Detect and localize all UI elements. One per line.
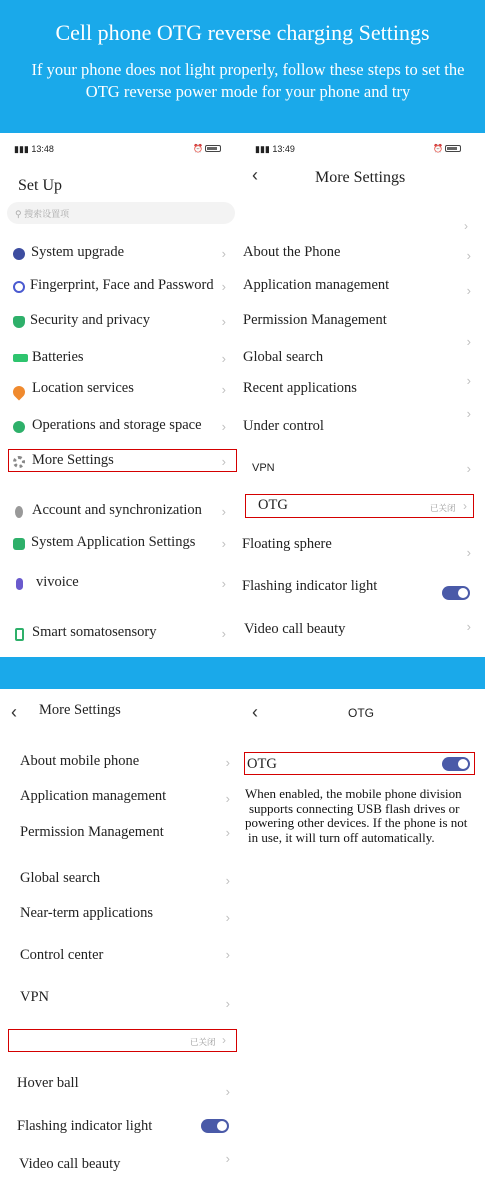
description-line: supports connecting USB flash drives or	[249, 800, 460, 816]
item-label: VPN	[20, 989, 50, 1005]
chevron-right-icon: ›	[221, 504, 226, 519]
chevron-right-icon: ›	[225, 791, 230, 806]
flashing-light-toggle[interactable]	[442, 586, 470, 600]
chevron-right-icon: ›	[225, 910, 230, 925]
more-item-about-phone[interactable]	[240, 241, 485, 265]
upgrade-icon	[13, 248, 25, 260]
description-line: When enabled, the mobile phone division	[245, 786, 462, 801]
more-item-app-management[interactable]	[240, 274, 485, 298]
search-placeholder: 搜索设置项	[24, 209, 70, 219]
page-title: Set Up	[18, 177, 62, 194]
more-item-global-search[interactable]	[0, 867, 240, 891]
chevron-right-icon: ›	[221, 314, 226, 329]
item-label: Hover ball	[17, 1075, 79, 1091]
item-label: Global search	[243, 349, 324, 365]
more-item-vpn[interactable]	[240, 459, 485, 483]
settings-item-fingerprint[interactable]	[0, 274, 240, 298]
item-label: Application management	[243, 277, 390, 293]
fingerprint-icon	[13, 281, 25, 293]
status-bar-right	[433, 144, 461, 153]
chevron-right-icon: ›	[221, 576, 226, 591]
otg-description	[245, 787, 480, 845]
banner-subtitle: If your phone does not light properly, follow these steps to set the OTG reverse power mode for your phone and try	[31, 60, 465, 101]
item-label: Under control	[243, 418, 324, 434]
chevron-right-icon: ›	[225, 825, 230, 840]
phone-icon	[15, 628, 24, 641]
item-label: Control center	[20, 947, 104, 963]
item-label: Batteries	[32, 349, 84, 365]
chevron-right-icon: ›	[225, 996, 230, 1011]
chevron-right-icon: ›	[225, 873, 230, 888]
item-label: Global search	[20, 870, 101, 886]
battery-status-icon	[205, 145, 221, 152]
more-item-control-center[interactable]	[0, 944, 240, 968]
more-settings-screen	[240, 133, 485, 657]
shield-icon	[13, 316, 25, 328]
settings-item-system-apps[interactable]	[0, 531, 240, 555]
more-item-vpn[interactable]	[0, 986, 240, 1010]
chevron-right-icon: ›	[466, 619, 471, 634]
chevron-right-icon: ›	[466, 461, 471, 476]
item-label: Operations and storage space	[32, 417, 202, 433]
otg-status: 已关闭	[190, 1037, 216, 1047]
status-time: 13:48	[31, 144, 54, 154]
page-title: More Settings	[39, 702, 121, 718]
description-line: in use, it will turn off automatically.	[248, 829, 435, 845]
item-label: Security and privacy	[30, 312, 150, 328]
chevron-right-icon: ›	[466, 248, 471, 263]
more-item-permission[interactable]	[240, 309, 485, 333]
signal-icon: ▮▮▮	[255, 144, 270, 154]
chevron-right-icon: ›	[466, 545, 471, 560]
chevron-right-icon: ›	[466, 334, 471, 349]
chevron-right-icon: ›	[221, 419, 226, 434]
back-arrow-icon[interactable]: ‹	[11, 702, 17, 722]
item-label: More Settings	[32, 452, 114, 468]
more-item-app-management[interactable]	[0, 785, 240, 809]
item-label: System upgrade	[31, 244, 125, 260]
item-label: VPN	[252, 462, 275, 474]
status-time: 13:49	[272, 144, 295, 154]
item-label: Smart somatosensory	[32, 624, 157, 640]
item-label: About the Phone	[243, 244, 341, 260]
more-item-recent-apps[interactable]	[240, 373, 485, 401]
flashing-light-toggle[interactable]	[201, 1119, 229, 1133]
item-label: Application management	[20, 788, 167, 804]
search-input[interactable]	[7, 202, 235, 224]
chevron-right-icon: ›	[466, 373, 471, 388]
chevron-right-icon: ›	[221, 382, 226, 397]
settings-item-location[interactable]	[0, 377, 240, 401]
storage-pie-icon	[13, 421, 25, 433]
signal-icon: ▮▮▮	[14, 144, 29, 154]
item-label: Account and synchronization	[32, 502, 202, 518]
item-label: Video call beauty	[19, 1156, 121, 1172]
chevron-right-icon: ›	[221, 536, 226, 551]
more-item-near-term-apps[interactable]	[0, 902, 240, 926]
more-item-video-beauty[interactable]	[0, 1153, 240, 1177]
settings-item-account[interactable]	[0, 499, 240, 523]
more-item-under-control[interactable]	[240, 406, 485, 439]
chevron-right-icon: ›	[221, 279, 226, 294]
item-label: System Application Settings	[31, 534, 196, 550]
more-item-floating-sphere[interactable]	[240, 533, 485, 560]
settings-item-storage[interactable]	[0, 414, 240, 438]
otg-status: 已关闭	[430, 503, 456, 513]
item-label: Location services	[32, 380, 134, 396]
status-bar-right	[193, 144, 221, 153]
chevron-right-icon: ›	[225, 1151, 230, 1166]
alarm-icon: ⏰	[433, 144, 443, 153]
key-icon	[15, 506, 23, 518]
divider-banner	[0, 657, 485, 689]
chevron-right-icon: ›	[221, 454, 226, 469]
header-banner	[0, 0, 485, 133]
item-label: Floating sphere	[242, 536, 332, 552]
item-label: Permission Management	[243, 312, 387, 328]
more-item-global-search[interactable]	[240, 334, 485, 370]
alarm-icon: ⏰	[193, 144, 203, 153]
settings-screen	[0, 133, 240, 657]
chevron-right-icon: ›	[463, 499, 467, 513]
highlight-more-settings	[8, 449, 237, 472]
chevron-right-icon: ›	[221, 626, 226, 641]
more-item-flashing-light[interactable]	[0, 1115, 240, 1139]
more-item-flashing-light[interactable]	[240, 575, 485, 599]
chevron-right-icon: ›	[464, 219, 468, 233]
page-title: More Settings	[315, 169, 406, 186]
otg-screen	[240, 689, 485, 1191]
highlight-otg	[245, 494, 474, 518]
apps-icon	[13, 538, 25, 550]
item-label: Recent applications	[243, 380, 357, 396]
back-arrow-icon[interactable]: ‹	[252, 165, 258, 185]
microphone-icon	[16, 578, 23, 590]
item-label: vivoice	[36, 574, 79, 590]
settings-item-security[interactable]	[0, 309, 240, 333]
more-item-hover-ball[interactable]	[0, 1072, 240, 1099]
chevron-right-icon: ›	[221, 246, 226, 261]
more-settings-screen-alt	[0, 689, 240, 1191]
item-label: Flashing indicator light	[17, 1118, 153, 1134]
highlight-otg-toggle	[244, 752, 475, 775]
chevron-right-icon: ›	[221, 351, 226, 366]
back-arrow-icon[interactable]: ‹	[252, 702, 258, 722]
page-title: OTG	[348, 706, 374, 720]
item-label: Permission Management	[20, 824, 164, 840]
highlight-otg	[8, 1029, 237, 1052]
item-label: OTG	[258, 497, 288, 513]
item-label: About mobile phone	[20, 753, 140, 769]
settings-item-somatosensory[interactable]	[0, 621, 240, 645]
settings-item-vivoice[interactable]	[0, 571, 240, 595]
more-item-about-phone[interactable]	[0, 750, 240, 774]
chevron-right-icon: ›	[225, 1084, 230, 1099]
description-line: powering other devices. If the phone is not	[245, 815, 468, 830]
settings-item-system-upgrade[interactable]	[0, 241, 240, 265]
status-bar-left	[14, 144, 54, 155]
more-item-video-beauty[interactable]	[240, 618, 485, 642]
otg-label: OTG	[247, 756, 277, 772]
battery-status-icon	[445, 145, 461, 152]
settings-item-batteries[interactable]	[0, 346, 240, 370]
item-label: Fingerprint, Face and Password	[30, 277, 214, 293]
chevron-right-icon: ›	[466, 406, 471, 421]
item-label: Near-term applications	[20, 905, 153, 921]
item-label: Video call beauty	[244, 621, 346, 637]
more-item-permission[interactable]	[0, 821, 240, 845]
item-label: Flashing indicator light	[242, 578, 378, 594]
chevron-right-icon: ›	[222, 1033, 226, 1047]
chevron-right-icon: ›	[225, 755, 230, 770]
chevron-right-icon: ›	[225, 947, 230, 962]
banner-title: Cell phone OTG reverse charging Settings	[55, 20, 430, 45]
search-icon: ⚲	[15, 209, 22, 219]
status-bar-left	[255, 144, 295, 155]
location-pin-icon	[11, 384, 28, 401]
battery-icon	[13, 354, 28, 362]
chevron-right-icon: ›	[466, 283, 471, 298]
